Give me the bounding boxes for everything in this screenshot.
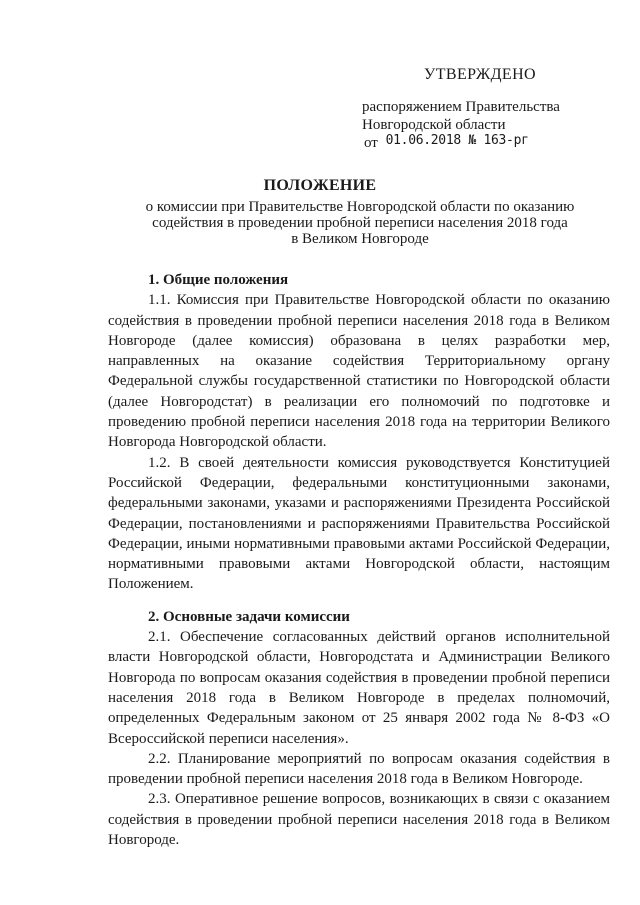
approval-date-prefix: от — [364, 135, 378, 151]
paragraph: 2.3. Оперативное решение вопросов, возникающих в связи с оказанием содействия в проведении пробной переписи населения 2018 года в Великом Новгороде. — [108, 791, 610, 849]
section-spacer — [108, 595, 610, 607]
subtitle-line: содействия в проведении пробной переписи населения 2018 года — [152, 215, 568, 231]
section-title: 1. Общие положения — [148, 272, 289, 288]
paragraph: 2.2. Планирование мероприятий по вопросам оказания содействия в проведении пробной переписи населения 2018 года в Великом Новгороде. — [108, 750, 610, 788]
paragraph: 1.1. Комиссия при Правительстве Новгородской области по оказанию содействия в проведении пробной переписи населения 2018 года в Великом Новгороде (далее комиссия) образована в целях разработки мер, направленных на оказание содействия Территориальному органу Федеральной службы государственной статистики по Новгородской области (далее Новгородстат) в реализации его полномочий по подготовке и проведению пробной переписи населения 2018 года на территории Великого Новгорода Новгородской области. — [108, 292, 610, 451]
document-subtitle — [100, 199, 620, 247]
document-title: ПОЛОЖЕНИЕ — [263, 177, 377, 194]
approval-stamp-block — [362, 66, 622, 153]
paragraph: 1.2. В своей деятельности комиссия руководствуется Конституцией Российской Федерации, федеральными конституционными законами, федеральными законами, указами и распоряжениями Президента Российской Федерации, постановлениями и распоряжениями Правительства Российской Федерации, иными нормативными правовыми актами Российской Федерации, нормативными правовыми актами Новгородской области, настоящим Положением. — [108, 454, 610, 593]
subtitle-line: о комиссии при Правительстве Новгородской области по оказанию — [145, 199, 575, 215]
section-title: 2. Основные задачи комиссии — [148, 608, 350, 625]
paragraph: 2.1. Обеспечение согласованных действий органов исполнительной власти Новгородской области, Новгородстата и Администрации Великого Новгорода по вопросам оказания содействия в проведении пробной переписи населения 2018 года в Великом Новгороде в пределах полномочий, определенных Федеральным законом от 25 января 2002 года № 8-ФЗ «О Всероссийской переписи населения». — [108, 629, 610, 747]
approval-line-2: Новгородской области — [362, 117, 506, 133]
approval-date-line — [364, 134, 624, 153]
subtitle-line: в Великом Новгороде — [291, 231, 429, 247]
approval-date-value: 01.06.2018 № 163-рг — [385, 133, 529, 148]
approval-line-1: распоряжением Правительства — [362, 99, 560, 115]
document-body — [108, 270, 610, 850]
approval-title: УТВЕРЖДЕНО — [424, 66, 537, 83]
